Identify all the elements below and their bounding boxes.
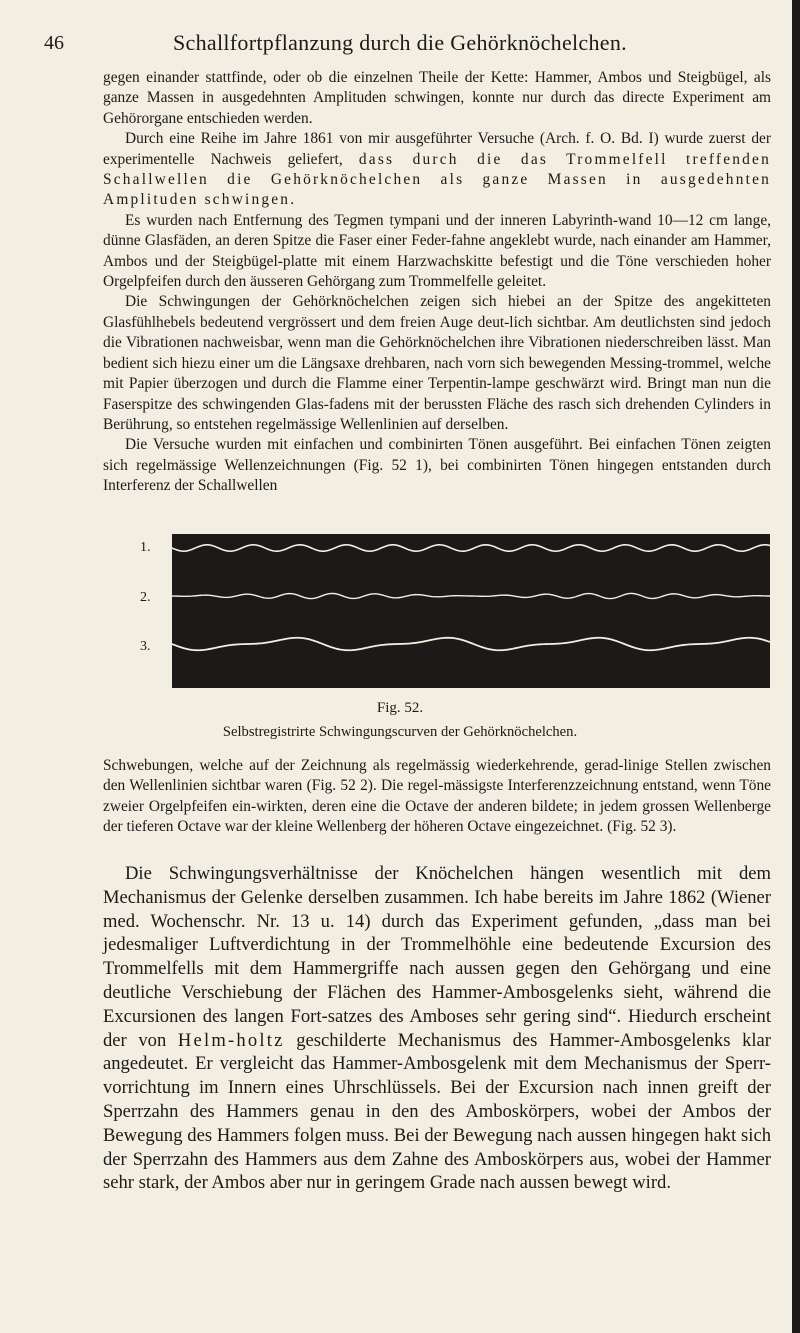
body-text-large xyxy=(103,862,771,1195)
spaced-emphasis: Helm-holtz xyxy=(177,1029,285,1051)
paragraph-text: Durch eine Reihe im Jahre 1861 von mir ausgeführter Versuche (Arch. f. O. Bd. I) wurde zuerst der experimentelle Nachweis geliefert, xyxy=(103,130,771,168)
figure-subcaption: Selbstregistrirte Schwingungscurven der Gehörknöchelchen. xyxy=(222,724,578,740)
body-text-top xyxy=(103,68,771,497)
page-number: 46 xyxy=(44,32,64,54)
running-title: Schallfortpflanzung durch die Gehörknöchelchen. xyxy=(173,30,627,55)
paragraph: Die Versuche wurden mit einfachen und combinirten Tönen ausgeführt. Bei einfachen Tönen zeigten sich regelmässige Wellenzeichnungen (Fig. 52 1), bei combinirten Tönen hingegen entstanden durch Interferenz der Schallwellen xyxy=(103,436,771,495)
panel-background xyxy=(172,534,770,688)
body-text-mid xyxy=(103,756,771,838)
waveform-panel xyxy=(172,534,770,688)
paragraph-text: geschilderte Mechanismus des Hammer-Ambosgelenks klar angedeutet. Er vergleicht das Hammer-Ambosgelenk mit dem Mechanismus der Sperr-vorrichtung im Innern eines Uhrschlüssels. Bei der Excursion nach innen greift der Sperrzahn des Hammers genau in den des Amboskörpers, wobei der Ambos der Bewegung des Hammers folgen muss. Bei der Bewegung nach aussen hingegen hakt sich der Sperrzahn des Hammers aus dem Zahne des Amboskörpers aus, wobei der Hammer sehr stark, der Ambos aber nur in geringem Grade nach aussen bewegt wird. xyxy=(103,1029,771,1194)
page-edge xyxy=(792,0,800,1333)
paragraph xyxy=(103,862,771,1195)
paragraph xyxy=(103,129,771,211)
page-header xyxy=(0,22,800,55)
paragraph: Es wurden nach Entfernung des Tegmen tympani und der inneren Labyrinth-wand 10—12 cm lange, dünne Glasfäden, an deren Spitze die Faser einer Feder-fahne angeklebt wurde, nach einander am Hammer, Ambos und der Steigbügel-platte mit einem Harzwachskitte befestigt und die Töne verschieden hoher Orgelpfeifen durch den äusseren Gehörgang zum Trommelfelle geleitet. xyxy=(103,211,771,291)
row-label-3: 3. xyxy=(140,639,151,654)
spaced-emphasis: dass durch die das Trommelfell treffenden Schallwellen die Gehörknöchelchen als ganze Massen in ausgedehnten Amplituden schwingen. xyxy=(103,150,771,209)
row-label-1: 1. xyxy=(140,540,151,555)
paragraph: gegen einander stattfinde, oder ob die einzelnen Theile der Kette: Hammer, Ambos und Steigbügel, als ganze Massen in ausgedehnten Amplituden schwingen, konnte nur durch das directe Experiment am Gehörorgane entschieden werden. xyxy=(103,69,771,127)
row-label-2: 2. xyxy=(140,590,151,605)
paragraph: Die Schwingungen der Gehörknöchelchen zeigen sich hiebei an der Spitze des angekitteten Glasfühlhebels bedeutend vergrössert und dem freien Auge deut-lich sichtbar. Am deutlichsten sind jedoch die Vibrationen nachweisbar, wenn man die Gehörknöchelchen ihre Vibrationen niederschreiben lässt. Man bedient sich hiezu einer um die Längsaxe drehbaren, nach vorn sich bewegenden Messing-trommel, welche mit Papier überzogen und durch die Flamme einer Terpentin-lampe geschwärzt wird. Bringt man nun die Faserspitze des schwingenden Glas-fadens mit der berussten Fläche des rasch sich drehenden Cylinders in Berührung, so entstehen regelmässige Wellenlinien auf derselben. xyxy=(103,293,771,433)
paragraph: Schwebungen, welche auf der Zeichnung als regelmässig wiederkehrende, gerad-linige Stellen zwischen den Wellenlinien sichtbar waren (Fig. 52 2). Die regel-mässigste Interferenzzeichnung entstand, wenn Töne zweier Orgelpfeifen ein-wirkten, deren eine die Octave der anderen bildete; in jedem grossen Wellenberge der tieferen Octave war der kleine Wellenberg der höheren Octave eingezeichnet. (Fig. 52 3). xyxy=(103,757,771,836)
paragraph-text: Die Schwingungsverhältnisse der Knöchelchen hängen wesentlich mit dem Mechanismus der Gelenke derselben zusammen. Ich habe bereits im Jahre 1862 (Wiener med. Wochenschr. Nr. 13 u. 14) durch das Experiment gefunden, „dass man bei jedesmaliger Luftverdichtung in der Trommelhöhle eine bedeutende Excursion des Trommelfells mit dem Hammergriffe nach aussen gegen den Gehörgang und eine deutliche Verschiebung der Flächen des Hammer-Ambosgelenks sieht, während die Excursionen des langen Fort-satzes des Amboses sehr gering sind“. Hiedurch erscheint der von xyxy=(103,863,771,1051)
figure-caption: Fig. 52. xyxy=(376,700,424,716)
